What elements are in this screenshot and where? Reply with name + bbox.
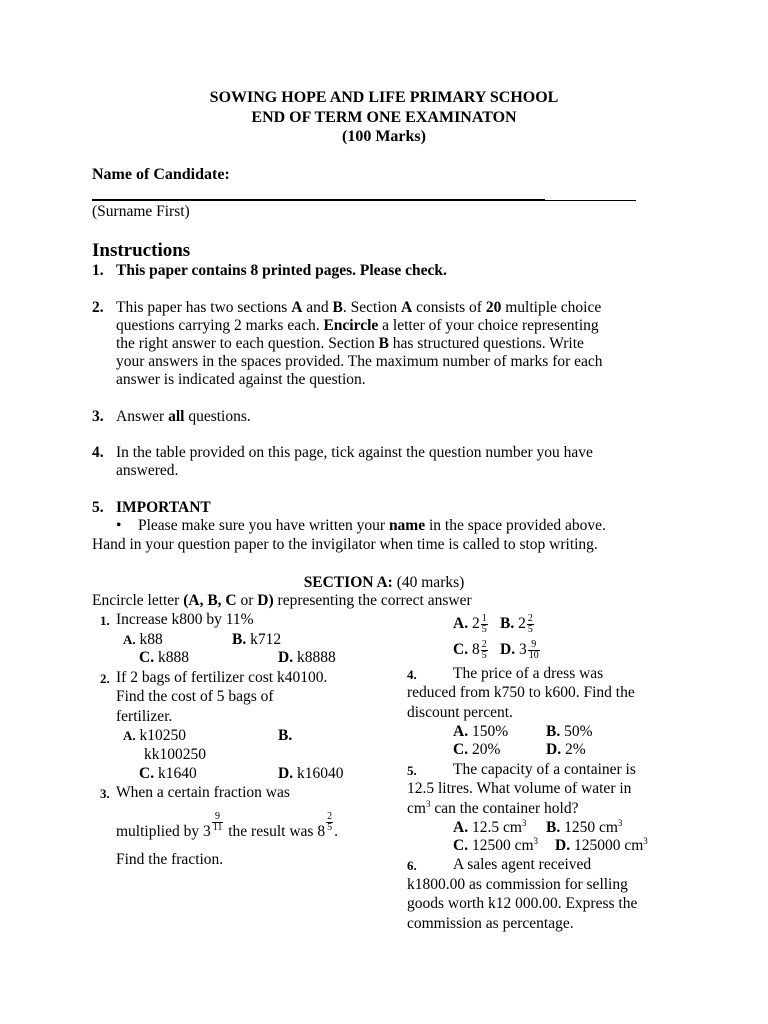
important-heading: IMPORTANT <box>116 499 211 516</box>
q2-option-c[interactable]: C. k1640 <box>139 765 197 782</box>
name-line-extension <box>545 200 636 201</box>
q2-option-b[interactable]: B. <box>278 727 293 744</box>
instruction-5-line-2: Hand in your question paper to the invigilator when time is called to stop writing. <box>92 536 598 553</box>
name-line <box>92 199 545 201</box>
q4-option-a[interactable]: A. 150% <box>453 723 509 740</box>
question-4-line-2: reduced from k750 to k600. Find the <box>407 684 635 701</box>
question-5-number: 5. <box>407 763 417 778</box>
q1-option-a[interactable]: A. k88 <box>123 631 163 648</box>
q5-option-b[interactable]: B. 1250 $cm^3$ <box>546 818 623 837</box>
q5-option-d[interactable]: D. 125000 $cm^3$ <box>555 836 648 855</box>
bullet-icon: • <box>116 517 122 534</box>
question-2-line-2: Find the cost of 5 bags of <box>116 688 274 705</box>
school-name: SOWING HOPE AND LIFE PRIMARY SCHOOL <box>209 89 559 106</box>
instruction-3: Answer all questions. <box>116 408 251 425</box>
q3-option-d[interactable]: D. 3 $\frac{9}{10}$ <box>500 639 539 661</box>
exam-title: END OF TERM ONE EXAMINATON <box>251 109 517 126</box>
question-2-line-1: If 2 bags of fertilizer cost k40100. <box>116 669 328 686</box>
section-a-instruction: Encircle letter (A, B, C or D) representing the correct answer <box>92 592 472 609</box>
question-2-number: 2. <box>100 671 110 686</box>
q4-option-c[interactable]: C. 20% <box>453 741 501 758</box>
instruction-2-line-2: questions carrying 2 marks each. Encircle a letter of your choice representing <box>116 317 599 334</box>
instructions-heading: Instructions <box>92 240 191 261</box>
instruction-2-line-3: the right answer to each question. Section B has structured questions. Write <box>116 335 584 352</box>
q1-option-d[interactable]: D. k8888 <box>278 649 336 666</box>
candidate-label: Name of Candidate: <box>92 166 230 183</box>
q3-option-b[interactable]: B. 2 $\frac{2}{5}$ <box>500 613 533 635</box>
instruction-2-line-4: your answers in the spaces provided. The maximum number of marks for each <box>116 353 603 370</box>
question-5-line-1: The capacity of a container is <box>453 761 636 778</box>
question-1-text: Increase k800 by 11% <box>116 611 254 628</box>
instruction-4-number: 4. <box>92 444 104 461</box>
surname-hint: (Surname First) <box>92 203 190 220</box>
question-4-line-3: discount percent. <box>407 704 513 721</box>
instruction-1: This paper contains 8 printed pages. Please check. <box>116 262 447 279</box>
question-6-number: 6. <box>407 858 417 873</box>
question-6-line-3: goods worth k12 000.00. Express the <box>407 895 638 912</box>
total-marks: (100 Marks) <box>342 128 426 145</box>
q4-option-b[interactable]: B. 50% <box>546 723 593 740</box>
instruction-2-number: 2. <box>92 299 104 316</box>
question-3-number: 3. <box>100 786 110 801</box>
q3-option-a[interactable]: A. 2 $\frac{1}{5}$ <box>453 613 487 635</box>
instruction-2-line-1: This paper has two sections A and B. Section A consists of 20 multiple choice <box>116 299 602 316</box>
instruction-4-line-1: In the table provided on this page, tick against the question number you have <box>116 444 593 461</box>
question-6-line-2: k1800.00 as commission for selling <box>407 876 628 893</box>
question-6-line-4: commission as percentage. <box>407 915 574 932</box>
instruction-1-number: 1. <box>92 262 104 279</box>
question-3-line-1: When a certain fraction was <box>116 784 290 801</box>
q5-option-a[interactable]: A. 12.5 $cm^3$ <box>453 818 527 837</box>
question-5-line-3: $cm^3$ can the container hold? <box>407 799 579 818</box>
question-4-number: 4. <box>407 667 417 682</box>
question-2-line-3: fertilizer. <box>116 708 173 725</box>
question-1-number: 1. <box>100 613 110 628</box>
question-4-line-1: The price of a dress was <box>453 665 604 682</box>
q1-option-b[interactable]: B. k712 <box>232 631 282 648</box>
q2-option-b-value: kk100250 <box>144 746 206 763</box>
question-5-line-2: 12.5 litres. What volume of water in <box>407 780 632 797</box>
instruction-4-line-2: answered. <box>116 462 179 479</box>
q4-option-d[interactable]: D. 2% <box>546 741 586 758</box>
question-3-line-2: multiplied by 3 $\frac{9}{11}$ the result was 8 $\frac{2}{5}$ . <box>116 811 338 840</box>
q5-option-c[interactable]: C. 12500 $cm^3$ <box>453 836 539 855</box>
instruction-5-number: 5. <box>92 499 104 516</box>
instruction-5-line-1: Please make sure you have written your name in the space provided above. <box>138 517 606 534</box>
q1-option-c[interactable]: C. k888 <box>139 649 189 666</box>
q2-option-a[interactable]: A. k10250 <box>123 727 187 744</box>
question-6-line-1: A sales agent received <box>453 856 592 873</box>
q3-option-c[interactable]: C. 8 $\frac{2}{5}$ <box>453 639 487 661</box>
q2-option-d[interactable]: D. k16040 <box>278 765 344 782</box>
question-3-line-3: Find the fraction. <box>116 851 224 868</box>
section-a-title: SECTION A: (40 marks) <box>303 574 465 591</box>
instruction-3-number: 3. <box>92 408 104 425</box>
instruction-2-line-5: answer is indicated against the question. <box>116 371 366 388</box>
